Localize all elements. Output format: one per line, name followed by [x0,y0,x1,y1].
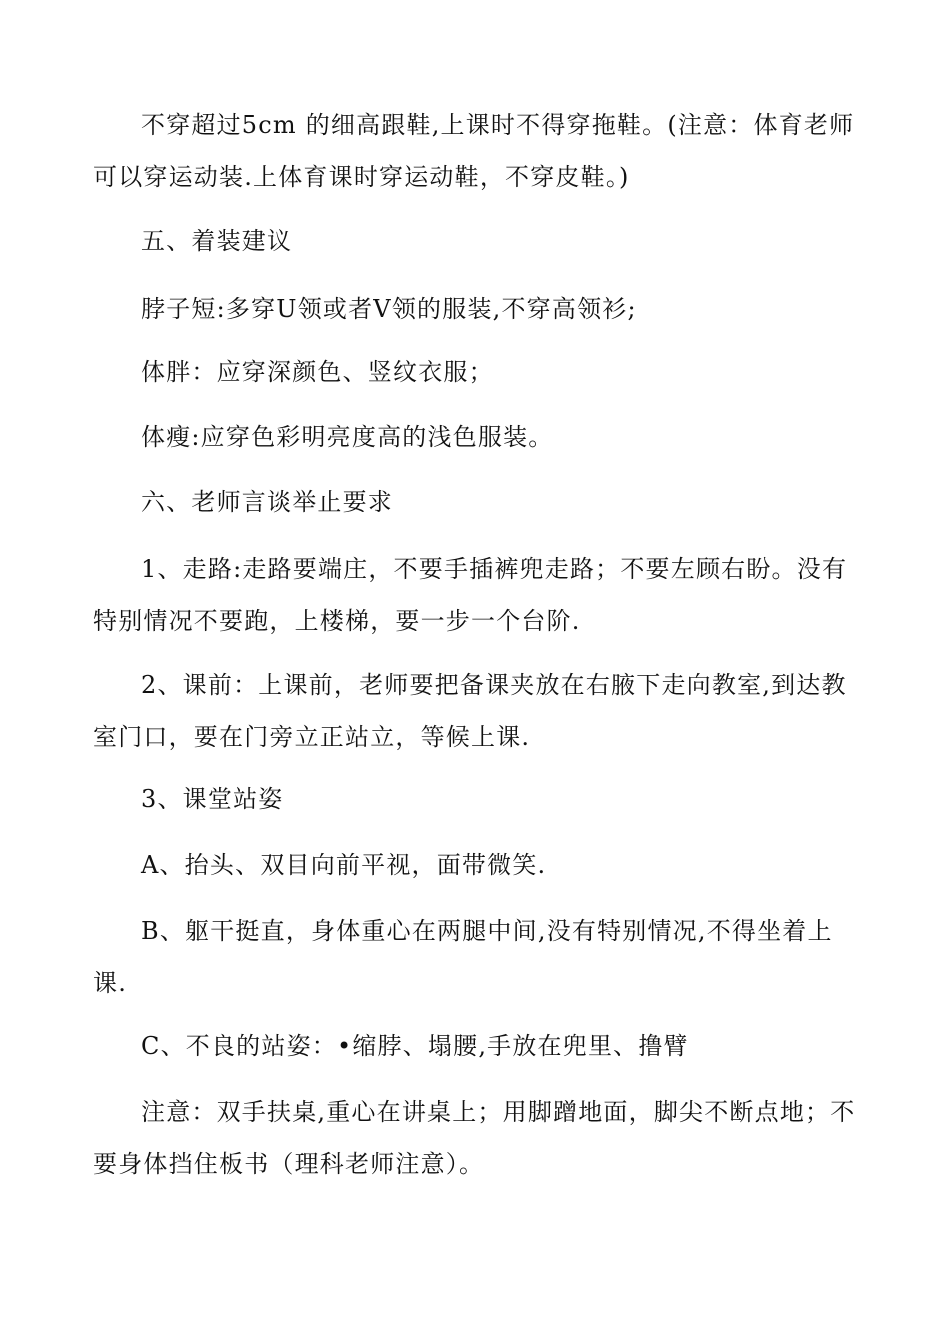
paragraph-posture-a: A、抬头、双目向前平视，面带微笑. [141,851,547,879]
paragraph-note: 注意：双手扶桌,重心在讲桌上；用脚蹭地面，脚尖不断点地；不要身体挡住板书（理科老师注意）。 [93,1098,856,1178]
paragraph-shoes: 不穿超过5cm 的细高跟鞋,上课时不得穿拖鞋。(注意：体育老师可以穿运动装.上体育课时穿运动鞋，不穿皮鞋。) [93,111,855,191]
paragraph-short-neck: 脖子短:多穿U领或者V领的服装,不穿高领衫; [141,295,637,323]
paragraph-thin-build: 体瘦:应穿色彩明亮度高的浅色服装。 [141,423,554,451]
paragraph-walking: 1、走路:走路要端庄，不要手插裤兜走路；不要左顾右盼。没有特别情况不要跑，上楼梯，要一步一个台阶. [93,555,848,635]
paragraph-heavy-build: 体胖：应穿深颜色、竖纹衣服； [141,358,494,386]
heading-classroom-posture: 3、课堂站姿 [141,785,284,813]
heading-teacher-conduct: 六、老师言谈举止要求 [141,488,393,516]
paragraph-posture-b: B、躯干挺直，身体重心在两腿中间,没有特别情况,不得坐着上课. [93,917,833,997]
paragraph-posture-c: C、不良的站姿：•缩脖、塌腰,手放在兜里、撸臂 [141,1032,689,1060]
heading-dress-advice: 五、着装建议 [141,227,293,255]
paragraph-before-class: 2、课前：上课前，老师要把备课夹放在右腋下走向教室,到达教室门口，要在门旁立正站立，等候上课. [93,671,847,751]
